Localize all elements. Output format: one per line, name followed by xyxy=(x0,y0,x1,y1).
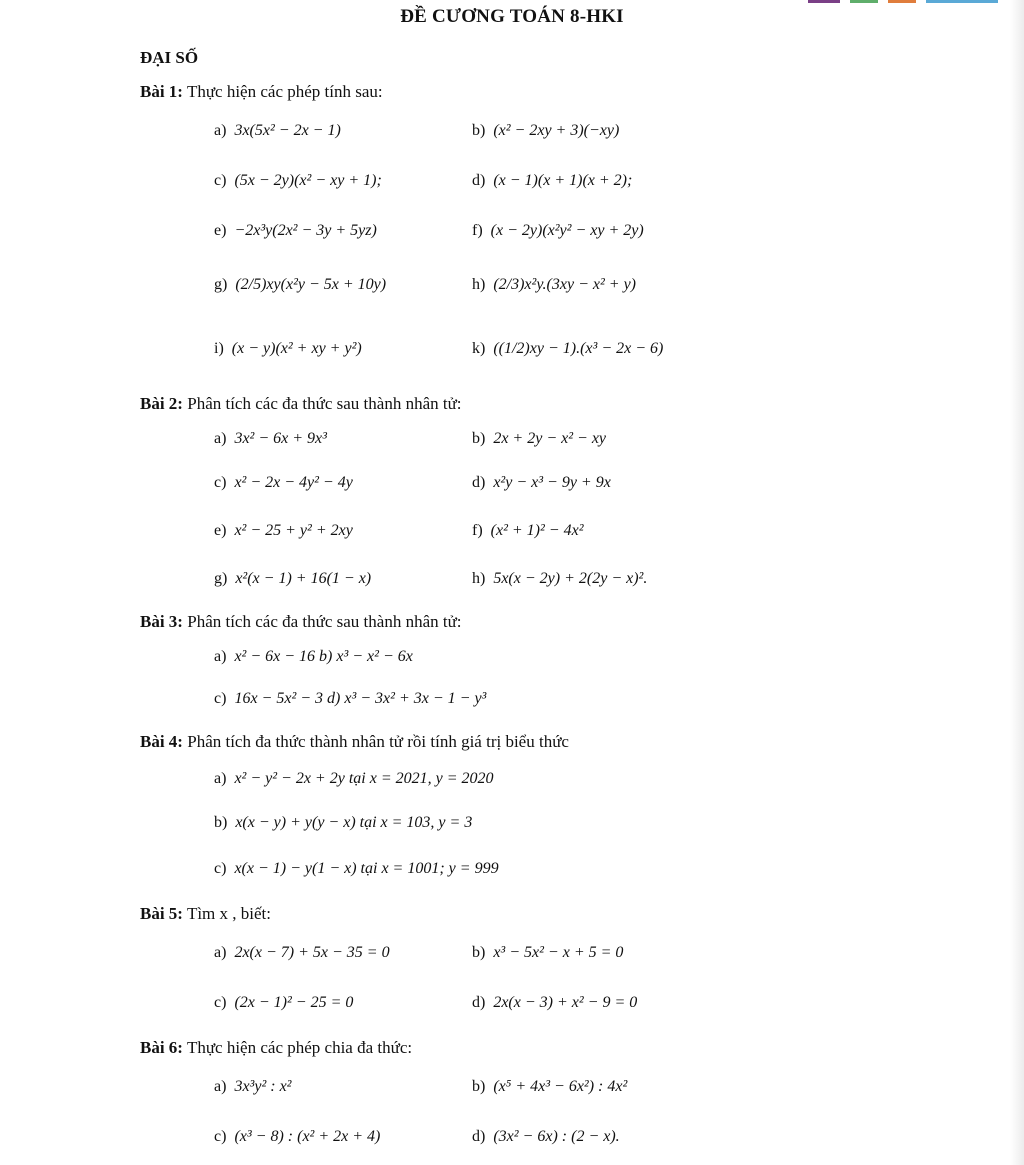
top-color-bar-4 xyxy=(926,0,998,3)
exercise-1-item-k xyxy=(472,340,663,358)
item-label: f) xyxy=(472,522,483,539)
item-expression: (2/3)x²y.(3xy − x² + y) xyxy=(493,276,636,293)
exercise-number: Bài 3: xyxy=(140,612,183,631)
item-label: c) xyxy=(214,860,227,877)
exercise-6-item-b xyxy=(472,1078,627,1096)
item-label: f) xyxy=(472,222,483,239)
item-expression: (5x − 2y)(x² − xy + 1); xyxy=(234,172,382,189)
exercise-5-item-a xyxy=(214,944,390,962)
exercise-number: Bài 1: xyxy=(140,82,183,101)
item-expression: x² − 6x − 16 b) x³ − x² − 6x xyxy=(234,648,413,665)
item-expression: 5x(x − 2y) + 2(2y − x)². xyxy=(493,570,648,587)
item-expression: 3x² − 6x + 9x³ xyxy=(234,430,327,447)
item-expression: 3x(5x² − 2x − 1) xyxy=(234,122,341,139)
item-label: c) xyxy=(214,172,227,189)
exercise-6-item-c xyxy=(214,1128,380,1146)
exercise-5-heading xyxy=(140,904,271,924)
item-label: a) xyxy=(214,944,227,961)
item-label: b) xyxy=(214,814,228,831)
item-label: a) xyxy=(214,648,227,665)
item-expression: −2x³y(2x² − 3y + 5yz) xyxy=(234,222,377,239)
item-expression: 2x(x − 3) + x² − 9 = 0 xyxy=(493,994,638,1011)
top-color-bar-2 xyxy=(850,0,878,3)
item-label: c) xyxy=(214,690,227,707)
item-expression: x² − 2x − 4y² − 4y xyxy=(234,474,353,491)
exercise-6-item-a xyxy=(214,1078,291,1096)
item-label: b) xyxy=(472,944,486,961)
item-expression: x²y − x³ − 9y + 9x xyxy=(493,474,611,491)
item-label: a) xyxy=(214,1078,227,1095)
exercise-3-item-cd xyxy=(214,690,486,708)
item-expression: 16x − 5x² − 3 d) x³ − 3x² + 3x − 1 − y³ xyxy=(234,690,487,707)
exercise-2-item-b xyxy=(472,430,606,448)
item-label: g) xyxy=(214,276,228,293)
exercise-4-heading xyxy=(140,732,569,752)
exercise-4-item-a xyxy=(214,770,494,788)
item-label: i) xyxy=(214,340,224,357)
item-expression: x² − y² − 2x + 2y tại x = 2021, y = 2020 xyxy=(234,770,494,787)
item-expression: (x − 1)(x + 1)(x + 2); xyxy=(493,172,633,189)
item-expression: 2x(x − 7) + 5x − 35 = 0 xyxy=(234,944,390,961)
item-expression: (2x − 1)² − 25 = 0 xyxy=(234,994,354,1011)
item-label: c) xyxy=(214,1128,227,1145)
item-label: d) xyxy=(472,474,486,491)
item-label: h) xyxy=(472,276,486,293)
page-edge-shadow xyxy=(1010,0,1024,1165)
top-color-bar-3 xyxy=(888,0,916,3)
item-expression: x³ − 5x² − x + 5 = 0 xyxy=(493,944,624,961)
item-label: b) xyxy=(472,1078,486,1095)
item-expression: (x⁵ + 4x³ − 6x²) : 4x² xyxy=(493,1078,628,1095)
item-label: d) xyxy=(472,172,486,189)
exercise-1-item-a xyxy=(214,122,341,140)
exercise-number: Bài 2: xyxy=(140,394,183,413)
section-title: ĐẠI SỐ xyxy=(140,48,199,67)
item-expression: (x² − 2xy + 3)(−xy) xyxy=(493,122,620,139)
exercise-instruction: Phân tích các đa thức sau thành nhân tử: xyxy=(187,612,462,631)
exercise-6-heading xyxy=(140,1038,412,1058)
exercise-1-item-e xyxy=(214,222,377,240)
exercise-number: Bài 6: xyxy=(140,1038,183,1057)
exercise-2-item-c xyxy=(214,474,353,492)
exercise-1-item-h xyxy=(472,276,636,294)
exercise-2-item-a xyxy=(214,430,327,448)
exercise-2-item-g xyxy=(214,570,371,588)
exercise-2-item-h xyxy=(472,570,647,588)
exercise-5-item-b xyxy=(472,944,623,962)
exercise-1-item-g xyxy=(214,276,386,294)
item-label: a) xyxy=(214,122,227,139)
item-label: k) xyxy=(472,340,486,357)
item-expression: (x² + 1)² − 4x² xyxy=(490,522,584,539)
exercise-1-heading xyxy=(140,82,383,102)
item-expression: (x − y)(x² + xy + y²) xyxy=(231,340,362,357)
item-label: e) xyxy=(214,222,227,239)
item-expression: x(x − 1) − y(1 − x) tại x = 1001; y = 999 xyxy=(234,860,499,877)
exercise-instruction: Thực hiện các phép tính sau: xyxy=(186,82,383,101)
item-label: b) xyxy=(472,430,486,447)
item-label: e) xyxy=(214,522,227,539)
document-title: ĐỀ CƯƠNG TOÁN 8-HKI xyxy=(400,6,624,27)
item-label: c) xyxy=(214,994,227,1011)
item-label: a) xyxy=(214,770,227,787)
exercise-5-item-d xyxy=(472,994,637,1012)
exercise-1-item-b xyxy=(472,122,619,140)
item-expression: (2/5)xy(x²y − 5x + 10y) xyxy=(235,276,387,293)
item-label: g) xyxy=(214,570,228,587)
exercise-2-item-e xyxy=(214,522,353,540)
exercise-1-item-f xyxy=(472,222,644,240)
exercise-instruction: Thực hiện các phép chia đa thức: xyxy=(186,1038,413,1057)
item-expression: 2x + 2y − x² − xy xyxy=(493,430,607,447)
exercise-4-item-b xyxy=(214,814,472,832)
exercise-2-heading xyxy=(140,394,462,414)
item-expression: ((1/2)xy − 1).(x³ − 2x − 6) xyxy=(493,340,664,357)
item-label: h) xyxy=(472,570,486,587)
item-label: d) xyxy=(472,1128,486,1145)
exercise-number: Bài 4: xyxy=(140,732,183,751)
exercise-instruction: Phân tích các đa thức sau thành nhân tử: xyxy=(187,394,462,413)
item-label: c) xyxy=(214,474,227,491)
exercise-instruction: Tìm x , biết: xyxy=(186,904,271,923)
exercise-3-item-ab xyxy=(214,648,413,666)
item-expression: x² − 25 + y² + 2xy xyxy=(234,522,353,539)
item-expression: x²(x − 1) + 16(1 − x) xyxy=(235,570,372,587)
item-expression: x(x − y) + y(y − x) tại x = 103, y = 3 xyxy=(235,814,473,831)
top-color-bar-1 xyxy=(808,0,840,3)
item-label: a) xyxy=(214,430,227,447)
exercise-instruction: Phân tích đa thức thành nhân tử rồi tính giá trị biểu thức xyxy=(187,732,569,751)
item-label: d) xyxy=(472,994,486,1011)
item-expression: 3x³y² : x² xyxy=(234,1078,292,1095)
exercise-1-item-c xyxy=(214,172,382,190)
item-expression: (x − 2y)(x²y² − xy + 2y) xyxy=(490,222,644,239)
item-label: b) xyxy=(472,122,486,139)
exercise-4-item-c xyxy=(214,860,499,878)
exercise-5-item-c xyxy=(214,994,353,1012)
item-expression: (x³ − 8) : (x² + 2x + 4) xyxy=(234,1128,381,1145)
item-expression: (3x² − 6x) : (2 − x). xyxy=(493,1128,620,1145)
exercise-3-heading xyxy=(140,612,462,632)
exercise-number: Bài 5: xyxy=(140,904,183,923)
exercise-2-item-f xyxy=(472,522,584,540)
exercise-1-item-i xyxy=(214,340,362,358)
exercise-2-item-d xyxy=(472,474,611,492)
exercise-6-item-d xyxy=(472,1128,620,1146)
exercise-1-item-d xyxy=(472,172,632,190)
